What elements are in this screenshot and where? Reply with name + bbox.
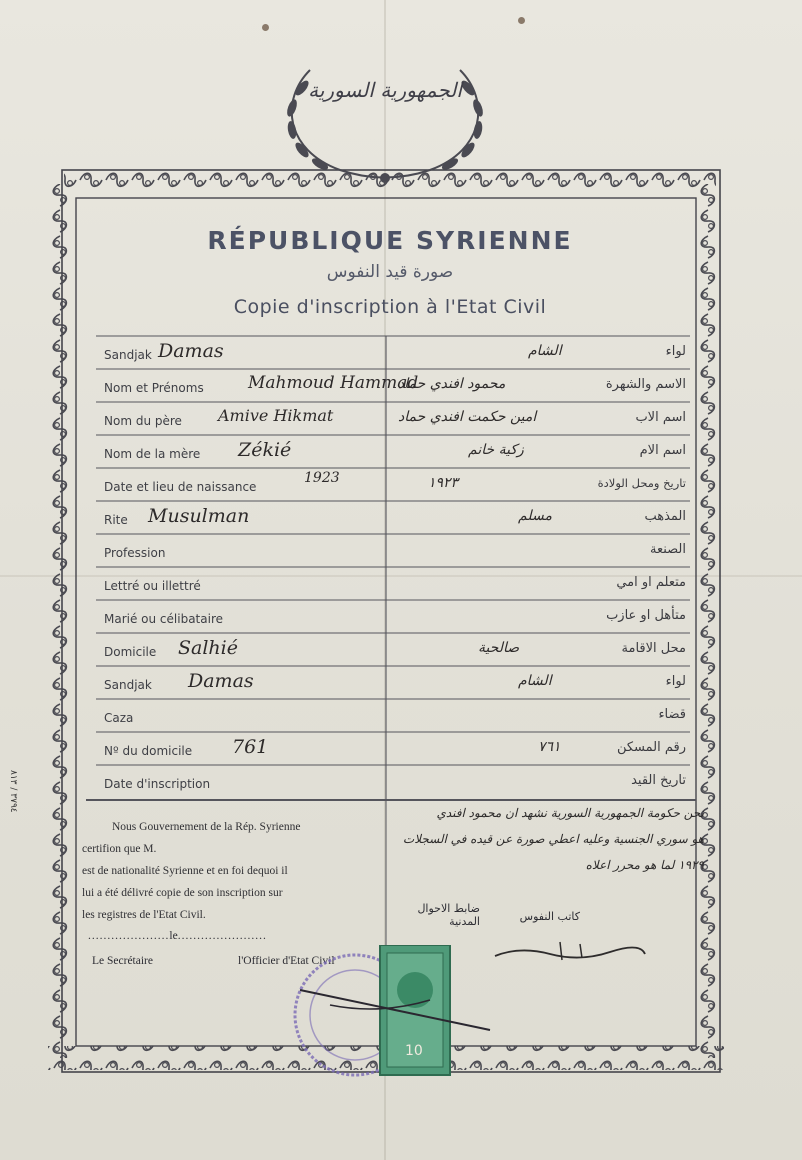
table-row <box>98 701 690 734</box>
field-label-arabic: الصنعة <box>649 542 686 557</box>
field-label-arabic: متعلم او امي <box>616 575 686 590</box>
field-value-arabic: ٧٦١ <box>538 739 561 755</box>
page-title: RÉPUBLIQUE SYRIENNE <box>207 226 573 255</box>
field-label: Nom du père <box>104 414 182 428</box>
table-row <box>98 767 690 800</box>
field-value: 1923 <box>304 470 340 486</box>
table-row <box>98 503 690 536</box>
field-label: Sandjak <box>104 348 152 362</box>
field-label: Lettré ou illettré <box>104 579 201 593</box>
page-subtitle: Copie d'inscription à l'Etat Civil <box>233 296 547 318</box>
field-value-arabic: صالحية <box>478 640 520 656</box>
field-value-arabic: امين حكمت افندي حماد <box>398 409 537 425</box>
officier-label: l'Officier d'Etat Civil <box>238 955 335 967</box>
field-value-arabic: محمود افندي حماد <box>398 376 506 392</box>
table-row <box>98 338 690 371</box>
table-row <box>98 371 690 404</box>
le-label: le <box>169 930 178 942</box>
field-label: Rite <box>104 513 128 527</box>
field-label-arabic: اسم الاب <box>635 410 686 425</box>
field-label-arabic: محل الاقامة <box>621 641 686 656</box>
field-value-arabic: مسلم <box>518 508 552 524</box>
field-value: Damas <box>188 670 254 692</box>
field-label-arabic: متأهل او عازب <box>606 608 686 623</box>
declaration-arabic <box>392 800 704 878</box>
table-row <box>98 470 690 503</box>
field-label-arabic: لواء <box>665 344 686 359</box>
declaration-line-arabic: ١٩٢٩ لما هو محرر اعلاه <box>585 858 704 872</box>
signature-scrawl-icon <box>490 936 650 966</box>
secretaire-label-arabic: ضابط الاحوال المدنية <box>417 902 480 928</box>
declaration-line: Nous Gouvernement de la Rép. Syrienne <box>112 821 301 833</box>
table-row <box>98 437 690 470</box>
stamp-value: 10 <box>405 1043 423 1059</box>
declaration-line-arabic: نحن حكومة الجمهورية السورية نشهد ان محمود افندي <box>436 806 704 820</box>
date-line: .....................le....................... <box>88 930 267 942</box>
page-title-arabic: صورة قيد النفوس <box>326 262 454 282</box>
field-label: Date et lieu de naissance <box>104 480 257 494</box>
declaration-line: les registres de l'Etat Civil. <box>82 909 206 921</box>
declaration-line: certifion que M. <box>82 843 157 855</box>
field-label: Sandjak <box>104 678 152 692</box>
field-value-arabic: ١٩٢٣ <box>428 475 459 491</box>
field-value-arabic: الشام <box>518 673 552 689</box>
declaration-line: lui a été délivré copie de son inscription sur <box>82 887 283 899</box>
field-label: Domicile <box>104 645 157 659</box>
field-label: Nom de la mère <box>104 447 201 461</box>
field-value: Damas <box>158 340 224 362</box>
field-label-arabic: رقم المسكن <box>616 740 686 755</box>
secretaire-label: Le Secrétaire <box>92 955 153 967</box>
field-label-arabic: تاريخ ومحل الولادة <box>597 476 686 490</box>
table-row <box>98 602 690 635</box>
field-label-arabic: تاريخ القيد <box>631 773 686 788</box>
emblem-arabic-text: الجمهورية السورية <box>308 78 462 102</box>
declaration-line-arabic: هو سوري الجنسية وعليه اعطي صورة عن قيده في السجلات <box>402 832 704 846</box>
field-label: Nº du domicile <box>104 744 193 758</box>
table-row <box>98 668 690 701</box>
table-row <box>98 536 690 569</box>
field-label: Marié ou célibataire <box>104 612 223 626</box>
field-value-arabic: زكية خانم <box>468 442 524 458</box>
field-label: Nom et Prénoms <box>104 381 204 395</box>
field-value: Mahmoud Hammad <box>248 373 419 393</box>
declaration-line: est de nationalité Syrienne et en foi dequoi il <box>82 865 288 877</box>
field-label: Date d'inscription <box>104 777 211 791</box>
field-label: Profession <box>104 546 166 560</box>
table-row <box>98 569 690 602</box>
revenue-stamp-icon <box>290 945 500 1095</box>
field-value: 761 <box>232 736 269 758</box>
field-value: Musulman <box>148 505 250 527</box>
field-label-arabic: لواء <box>665 674 686 689</box>
field-value: Zékié <box>238 439 292 461</box>
field-label: Caza <box>104 711 134 725</box>
field-value: Amive Hikmat <box>218 406 334 425</box>
field-value: Salhié <box>178 637 238 659</box>
side-note: ٣٧٩٤ / ٨١٣ <box>8 770 18 813</box>
field-value-arabic: الشام <box>528 343 562 359</box>
declaration-french <box>82 816 382 926</box>
field-label-arabic: اسم الام <box>639 443 686 458</box>
field-label-arabic: المذهب <box>644 509 686 524</box>
laurel-wreath-emblem-icon <box>270 50 500 190</box>
table-row <box>98 635 690 668</box>
officier-label-arabic: كاتب النفوس <box>519 910 580 923</box>
table-row <box>98 404 690 437</box>
field-label-arabic: الاسم والشهرة <box>605 377 686 392</box>
field-label-arabic: قضاء <box>658 707 686 722</box>
table-row <box>98 734 690 767</box>
